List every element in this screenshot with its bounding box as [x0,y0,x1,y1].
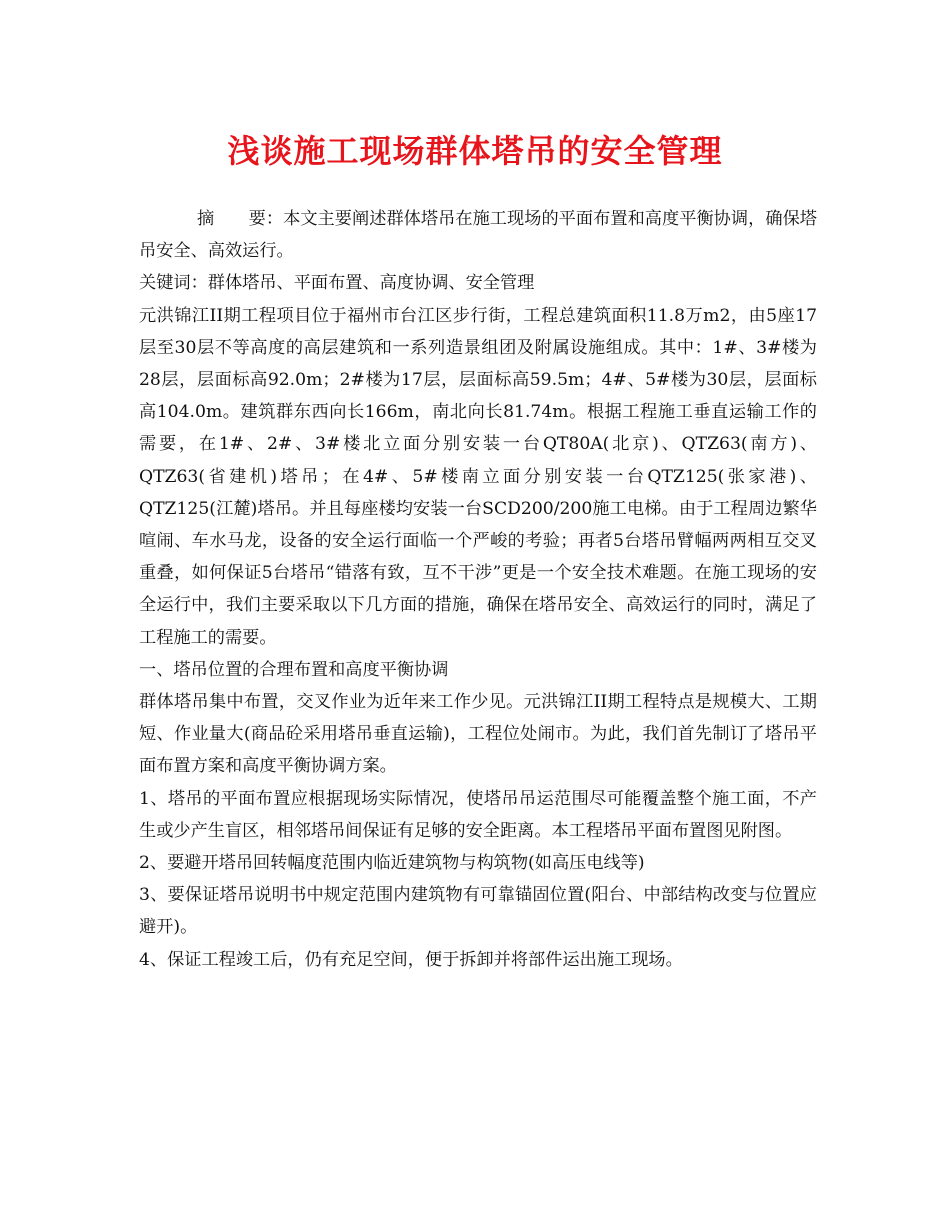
list-item-3: 3、要保证塔吊说明书中规定范围内建筑物有可靠锚固位置(阳台、中部结构改变与位置应避开)。 [139,885,817,938]
page-title: 浅谈施工现场群体塔吊的安全管理 [227,132,723,170]
list-item-2: 2、要避开塔吊回转幅度范围内临近建筑物与构筑物(如高压电线等) [139,853,645,874]
list-item-1: 1、塔吊的平面布置应根据现场实际情况，使塔吊吊运范围尽可能覆盖整个施工面，不产生或少产生盲区，相邻塔吊间保证有足够的安全距离。本工程塔吊平面布置图见附图。 [139,788,817,841]
section-heading: 一、塔吊位置的合理布置和高度平衡协调 [139,659,449,680]
intro-paragraph: 元洪锦江II期工程项目位于福州市台江区步行街，工程总建筑面积11.8万m2，由5座17层至30层不等高度的高层建筑和一系列造景组团及附属设施组成。其中：1#、3#楼为28层，层面标高92.0m；2#楼为17层，层面标高59.5m；4#、5#楼为30层，层面标高104.0m。建筑群东西向长166m，南北向长81.74m。根据工程施工垂直运输工作的需要，在1#、2#、3#楼北立面分别安装一台QT80A(北京)、QTZ63(南方)、QTZ63(省建机)塔吊；在4#、5#楼南立面分别安装一台QTZ125(张家港)、QTZ125(江麓)塔吊。并且每座楼均安装一台SCD200/200施工电梯。由于工程周边繁华喧闹、车水马龙，设备的安全运行面临一个严峻的考验；再者5台塔吊臂幅两两相互交叉重叠，如何保证5台塔吊“错落有致，互不干涉”更是一个安全技术难题。在施工现场的安全运行中，我们主要采取以下几方面的措施，确保在塔吊安全、高效运行的同时，满足了工程施工的需要。 [139,305,817,648]
document-body [139,203,817,976]
section-intro-paragraph: 群体塔吊集中布置，交叉作业为近年来工作少见。元洪锦江II期工程特点是规模大、工期短、作业量大(商品砼采用塔吊垂直运输)，工程位处闹市。为此，我们首先制订了塔吊平面布置方案和高度平衡协调方案。 [139,692,817,777]
list-item-4: 4、保证工程竣工后，仍有充足空间，便于拆卸并将部件运出施工现场。 [139,949,683,970]
abstract-paragraph: 摘 要：本文主要阐述群体塔吊在施工现场的平面布置和高度平衡协调，确保塔吊安全、高效运行。 [139,209,817,262]
keywords-line: 关键词：群体塔吊、平面布置、高度协调、安全管理 [139,273,535,294]
